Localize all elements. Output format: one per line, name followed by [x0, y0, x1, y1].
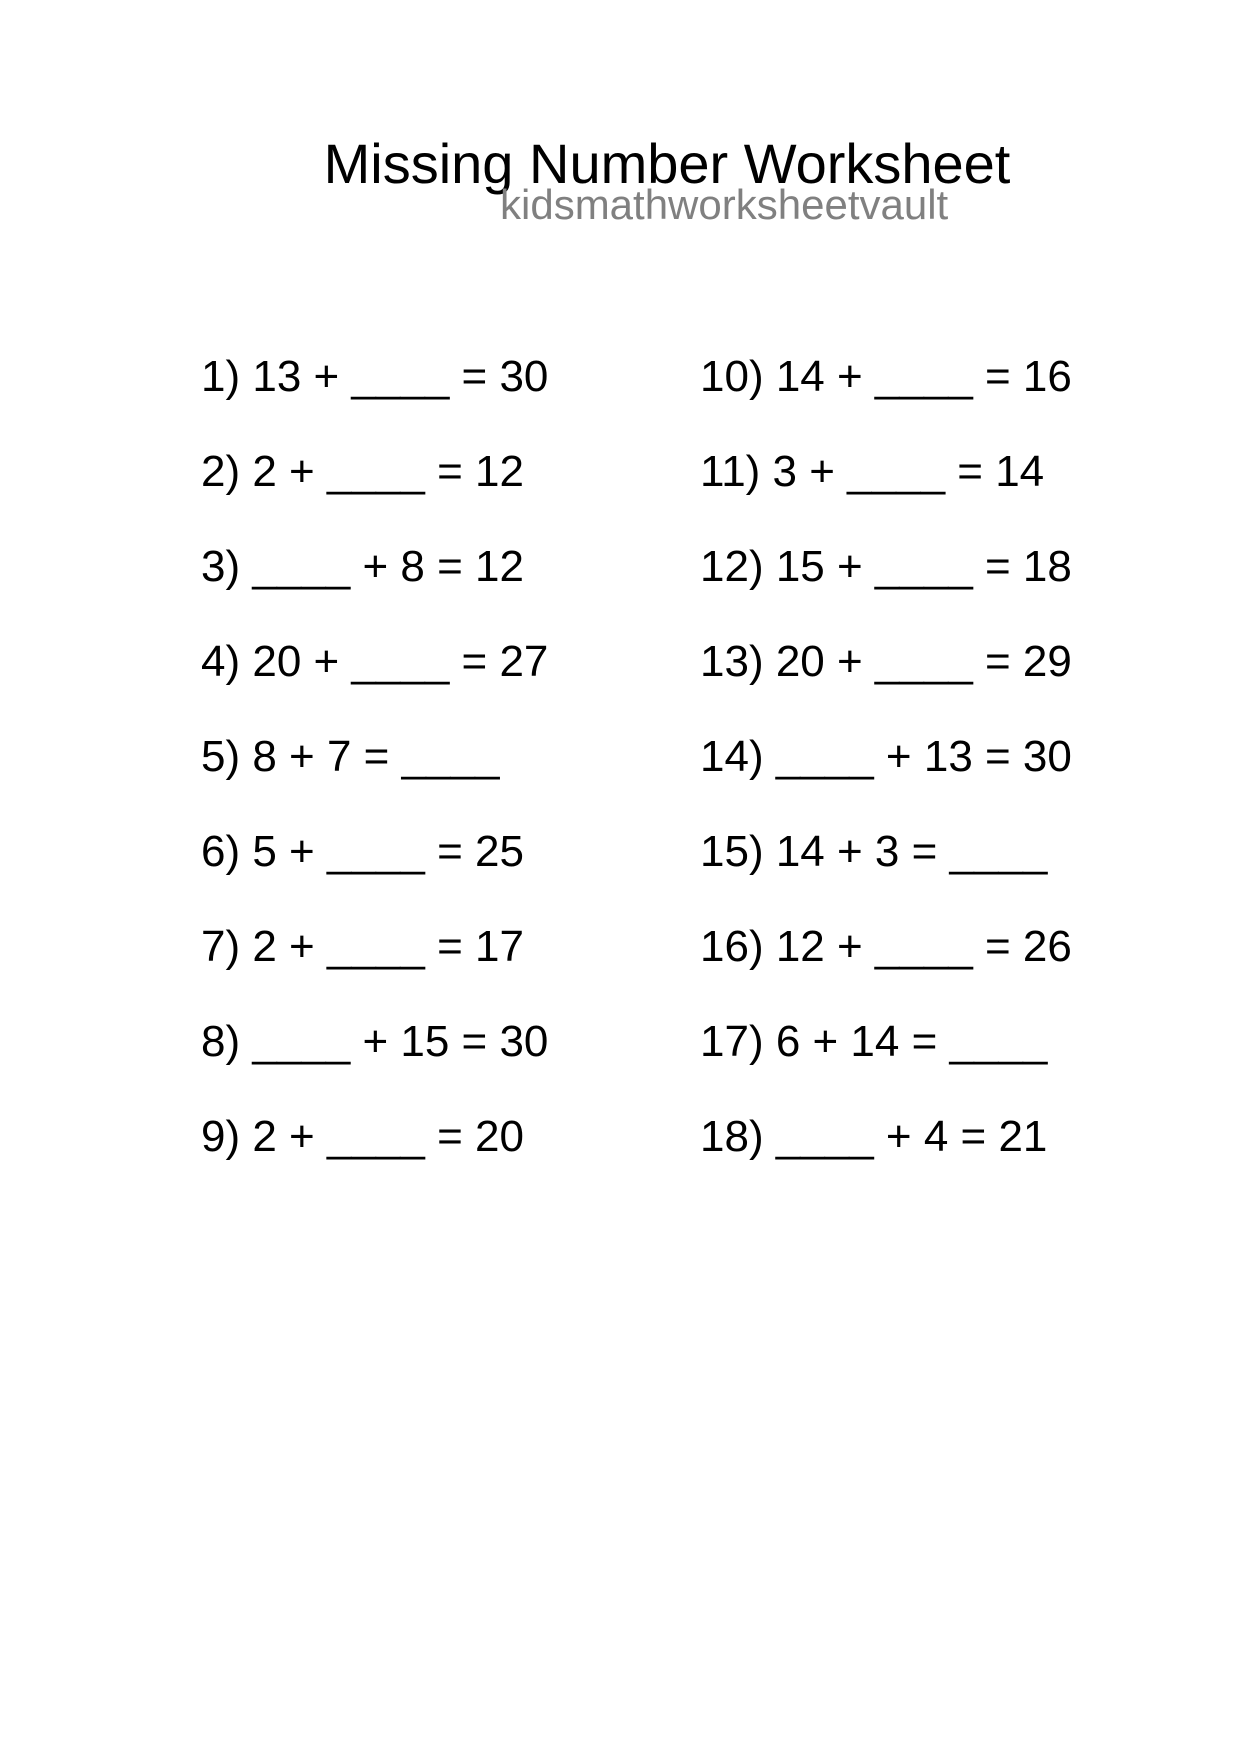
problem-12: 12) 15 + ____ = 18 — [700, 542, 1072, 591]
problem-5: 5) 8 + 7 = ____ — [201, 732, 500, 781]
problem-14: 14) ____ + 13 = 30 — [700, 732, 1072, 781]
worksheet-title: Missing Number Worksheet — [323, 131, 1011, 195]
problem-15: 15) 14 + 3 = ____ — [700, 827, 1048, 876]
problem-13: 13) 20 + ____ = 29 — [700, 637, 1072, 686]
problem-10: 10) 14 + ____ = 16 — [700, 352, 1072, 401]
problem-column-left — [201, 352, 548, 1207]
worksheet-source: kidsmathworksheetvault — [500, 181, 949, 228]
problem-8: 8) ____ + 15 = 30 — [201, 1017, 549, 1066]
problem-11: 11) 3 + ____ = 14 — [700, 447, 1045, 496]
problem-16: 16) 12 + ____ = 26 — [700, 922, 1072, 971]
problem-17: 17) 6 + 14 = ____ — [700, 1017, 1048, 1066]
problem-2: 2) 2 + ____ = 12 — [201, 447, 524, 496]
problem-4: 4) 20 + ____ = 27 — [201, 637, 549, 686]
problem-7: 7) 2 + ____ = 17 — [201, 922, 524, 971]
problem-9: 9) 2 + ____ = 20 — [201, 1112, 524, 1161]
problem-6: 6) 5 + ____ = 25 — [201, 827, 524, 876]
problem-1: 1) 13 + ____ = 30 — [201, 352, 549, 401]
problem-column-right — [700, 352, 1072, 1207]
problem-3: 3) ____ + 8 = 12 — [201, 542, 524, 591]
problem-18: 18) ____ + 4 = 21 — [700, 1112, 1048, 1161]
